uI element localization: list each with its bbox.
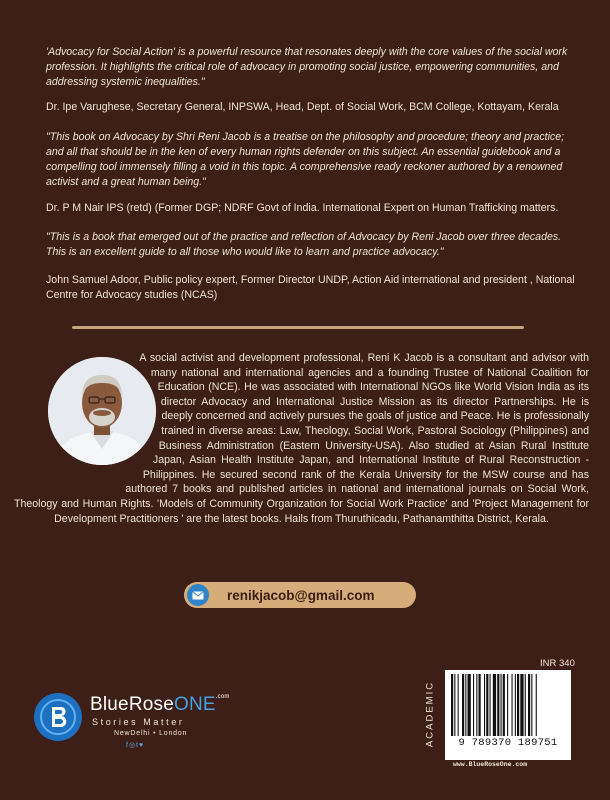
review-quote-2: "This book on Advocacy by Shri Reni Jacob is a treatise on the philosophy and procedure; theory and practice; and all that should be in the ken of every human rights defender on this subject. An essential guidebook and a compelling tool immensely filling a void in this topic. A comprehensive ready reckoner authored by a renowned activist and a great human being." bbox=[46, 131, 565, 188]
review-attribution-2: Dr. P M Nair IPS (retd) (Former DGP; NDRF Govt of India. International Expert on Human Trafficking matters. bbox=[46, 202, 559, 214]
author-bio-text: A social activist and development professional, Reni K Jacob is a consultant and advisor with many national and international agencies and a founding Trustee of National Coalition for Education (NCE). He was associated with International NGOs like World Vision India as its director Advocacy and International Justice Mission as its director Partnerships. He is deeply concerned and actively pursues the goals of justice and Peace. He is professionally trained in diverse areas: Law, Theology, Social Work, Pastoral Sociology (Philippines) and Business Administration (Eastern University-USA). Also studied at Asian Rural Institute Japan, Asian Health Institute Japan, and International Institute of Rural Reconstruction -Philippines. He secured second rank of the Kerala University for the MSW course and has authored 7 books and published articles in national and international journals on Social Work, Theology and Human Rights. 'Models of Community Organization for Social Work Practice' and 'Project Management for Development Practitioners ' are the latest books. Hails from Thuruthicadu, Pathanamthitta District, Kerala. bbox=[14, 352, 589, 525]
email-pill[interactable] bbox=[184, 582, 416, 608]
publisher-cities: NewDelhi • London bbox=[114, 730, 188, 737]
publisher-brand: BlueRoseONE$^{.com}$ bbox=[90, 694, 230, 715]
envelope-icon bbox=[187, 584, 209, 606]
review-attribution-1: Dr. Ipe Varughese, Secretary General, INPSWA, Head, Dept. of Social Work, BCM College, Kottayam, Kerala bbox=[46, 101, 559, 113]
section-divider bbox=[72, 326, 524, 329]
book-price: INR 340 bbox=[540, 658, 575, 669]
review-quote-3: "This is a book that emerged out of the practice and reflection of Advocacy by Reni Jacob over three decades. This is an excellent guide to all those who would like to learn and practice advocacy." bbox=[46, 231, 562, 258]
publisher-website[interactable]: www.BlueRoseOne.com bbox=[453, 761, 528, 768]
publisher-tagline: Stories Matter bbox=[92, 717, 185, 727]
review-attribution-3: John Samuel Adoor, Public policy expert, Former Director UNDP, Action Aid international and president , National Centre for Advocacy studies (NCAS) bbox=[46, 274, 575, 301]
publisher-logo bbox=[34, 690, 244, 765]
review-quote-1: 'Advocacy for Social Action' is a powerful resource that resonates deeply with the core values of the social work profession. It highlights the critical role of advocacy in promoting social justice, empowering communities, and addressing systemic inequalities." bbox=[46, 46, 568, 88]
isbn-number: 9 789370 189751 bbox=[458, 737, 558, 749]
email-address[interactable]: renikjacob@gmail.com bbox=[227, 587, 375, 603]
bluerose-logo-icon bbox=[34, 693, 82, 741]
category-label: ACADEMIC bbox=[424, 680, 436, 748]
social-icons: f◎t♥ bbox=[126, 742, 145, 749]
isbn-barcode bbox=[445, 670, 571, 760]
author-bio bbox=[14, 351, 589, 526]
